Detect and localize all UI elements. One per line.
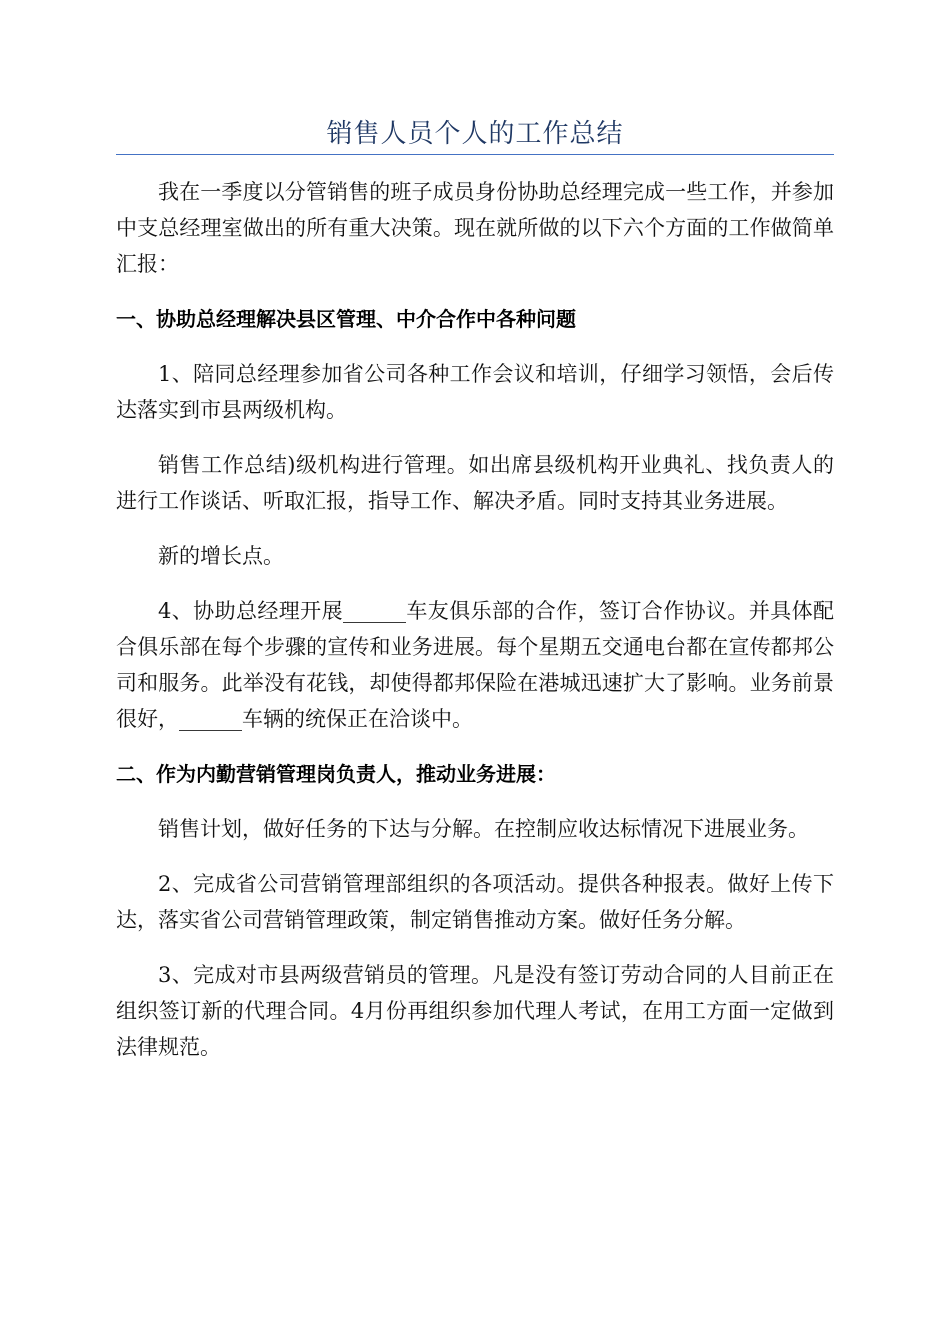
section-2-heading: 二、作为内勤营销管理岗负责人，推动业务进展： [116,762,556,786]
section-2-paragraph-1: 销售计划，做好任务的下达与分解。在控制应收达标情况下进展业务。 [158,817,809,841]
document-body [116,174,834,1084]
section-1-paragraph-4: 4、协助总经理开展______车友俱乐部的合作，签订合作协议。并具体配合俱乐部在每个步骤的宣传和业务进展。每个星期五交通电台都在宣传都邦公司和服务。此举没有花钱，却使得都邦保险在港城迅速扩大了影响。业务前景很好，______车辆的统保正在洽谈中。 [116,599,834,731]
section-1-heading: 一、协助总经理解决县区管理、中介合作中各种问题 [116,307,576,331]
document-title: 销售人员个人的工作总结 [326,119,624,149]
title-underline [116,154,834,155]
section-1-paragraph-1: 1、陪同总经理参加省公司各种工作会议和培训，仔细学习领悟，会后传达落实到市县两级机构。 [116,362,834,422]
section-1-paragraph-3: 新的增长点。 [158,544,284,568]
section-2-paragraph-3: 3、完成对市县两级营销员的管理。凡是没有签订劳动合同的人目前正在组织签订新的代理合同。4月份再组织参加代理人考试，在用工方面一定做到法律规范。 [116,963,834,1059]
section-1-paragraph-2: 销售工作总结)级机构进行管理。如出席县级机构开业典礼、找负责人的进行工作谈话、听取汇报，指导工作、解决矛盾。同时支持其业务进展。 [116,453,834,513]
intro-paragraph: 我在一季度以分管销售的班子成员身份协助总经理完成一些工作，并参加中支总经理室做出的所有重大决策。现在就所做的以下六个方面的工作做简单汇报： [116,180,834,276]
section-2-paragraph-2: 2、完成省公司营销管理部组织的各项活动。提供各种报表。做好上传下达，落实省公司营销管理政策，制定销售推动方案。做好任务分解。 [116,872,834,932]
